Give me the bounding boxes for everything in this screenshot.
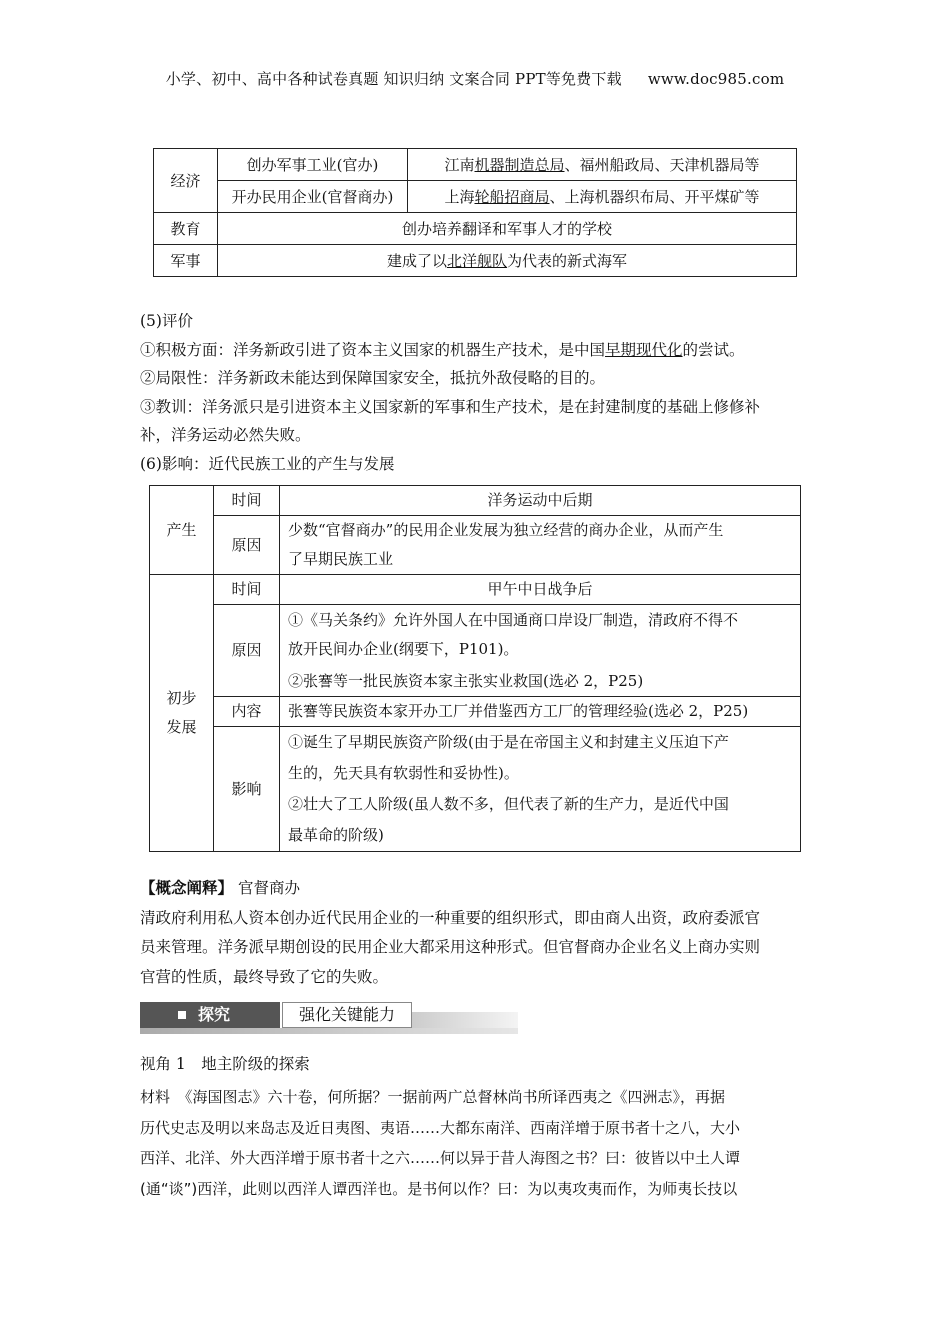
banner-subtitle: 强化关键能力 <box>282 1002 412 1028</box>
education-content: 创办培养翻译和军事人才的学校 <box>218 213 797 245</box>
birth-time: 洋务运动中后期 <box>280 486 801 516</box>
military-content: 建成了以北洋舰队为代表的新式海军 <box>218 245 797 277</box>
concept-explanation <box>140 874 812 992</box>
label-time-2: 时间 <box>214 575 280 605</box>
concept-label: 【概念阐释】 <box>140 879 234 897</box>
concept-term: 官督商办 <box>237 879 300 897</box>
label-content: 内容 <box>214 697 280 727</box>
header-site: www.doc985.com <box>647 70 785 88</box>
angle-heading: 视角 1 地主阶级的探索 <box>140 1055 310 1073</box>
material-line-2: 历代史志及明以来岛志及近日夷图、夷语……大都东南洋、西南洋增于原书者十之八，大小 <box>140 1118 741 1137</box>
military-industry: 创办军事工业(官办) <box>218 149 408 181</box>
header-text: 小学、初中、高中各种试卷真题 知识归纳 文案合同 PPT等免费下载 <box>165 70 622 88</box>
evaluation-limitation: ②局限性：洋务新政未能达到保障国家安全，抵抗外敌侵略的目的。 <box>140 369 606 387</box>
row-label-development: 初步 发展 <box>150 575 214 852</box>
development-content: 张謇等民族资本家开办工厂并借鉴西方工厂的管理经验(选必 2，P25) <box>280 697 801 727</box>
label-cause-2: 原因 <box>214 605 280 697</box>
concept-line-2: 员来管理。洋务派早期创设的民用企业大都采用这种形式。但官督商办企业名义上商办实则 <box>140 938 761 956</box>
development-influence: ①诞生了早期民族资产阶级(由于是在帝国主义和封建主义压迫下产 生的，先天具有软弱性和妥协性)。 ②壮大了工人阶级(虽人数不多，但代表了新的生产力，是近代中国 最革命的阶级) <box>280 727 801 852</box>
square-icon <box>178 1011 186 1019</box>
birth-cause: 少数“官督商办”的民用企业发展为独立经营的商办企业，从而产生 了早期民族工业 <box>280 516 801 575</box>
row-label-economy: 经济 <box>154 149 218 213</box>
row-label-military: 军事 <box>154 245 218 277</box>
material-line-4: (通“谈”)西洋，此则以西洋人谭西洋也。是书何以作？曰：为以夷攻夷而作，为师夷长技以 <box>140 1179 738 1198</box>
material-line-3: 西洋、北洋、外大西洋增于原书者十之六……何以异于昔人海图之书？曰：彼皆以中土人谭 <box>140 1149 741 1167</box>
page-header <box>0 68 950 89</box>
development-cause: ①《马关条约》允许外国人在中国通商口岸设厂制造，清政府不得不 放开民间办企业(纲要下，P101)。 ②张謇等一批民族资本家主张实业救国(选必 2，P25) <box>280 605 801 697</box>
national-industry-table <box>149 485 801 852</box>
material-text <box>140 1082 812 1204</box>
row-label-birth: 产生 <box>150 486 214 575</box>
impact-title: (6)影响：近代民族工业的产生与发展 <box>140 454 395 473</box>
concept-line-3: 官营的性质，最终导致了它的失败。 <box>140 967 389 986</box>
material-line-1: 材料 《海国图志》六十卷，何所据？一据前两广总督林尚书所译西夷之《四洲志》，再据 <box>140 1088 726 1106</box>
section-banner <box>140 1002 518 1030</box>
military-industry-examples: 江南机器制造总局、福州船政局、天津机器局等 <box>408 149 797 181</box>
evaluation-positive: ①积极方面：洋务新政引进了资本主义国家的机器生产技术，是中国早期现代化的尝试。 <box>140 340 745 359</box>
row-label-education: 教育 <box>154 213 218 245</box>
evaluation-section <box>140 307 812 478</box>
banner-title: 探究 <box>198 1005 231 1024</box>
concept-line-1: 清政府利用私人资本创办近代民用企业的一种重要的组织形式，即由商人出资，政府委派官 <box>140 908 761 927</box>
label-cause-1: 原因 <box>214 516 280 575</box>
development-time: 甲午中日战争后 <box>280 575 801 605</box>
evaluation-lesson-a: ③教训：洋务派只是引进资本主义国家新的军事和生产技术，是在封建制度的基础上修修补 <box>140 397 761 416</box>
label-time-1: 时间 <box>214 486 280 516</box>
label-influence: 影响 <box>214 727 280 852</box>
evaluation-title: (5)评价 <box>140 312 193 330</box>
civil-industry-examples: 上海轮船招商局、上海机器织布局、开平煤矿等 <box>408 181 797 213</box>
civil-industry: 开办民用企业(官督商办) <box>218 181 408 213</box>
evaluation-lesson-b: 补，洋务运动必然失败。 <box>140 426 311 444</box>
westernization-table <box>153 148 797 277</box>
